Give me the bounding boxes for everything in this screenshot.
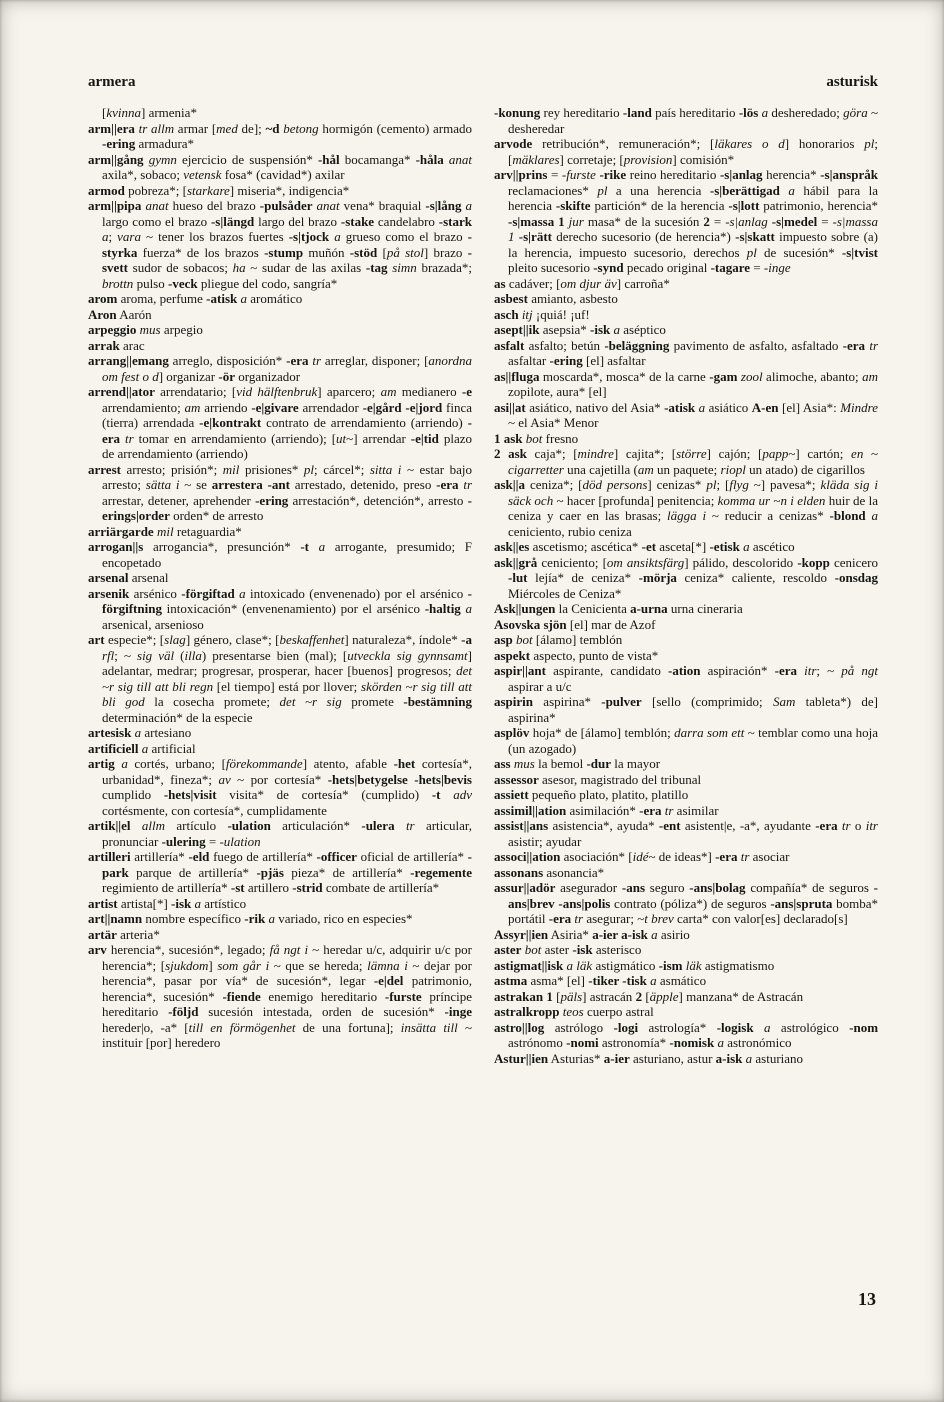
dictionary-entry: ask||es ascetismo; ascética* -et asceta[*] -etisk a ascético [494, 539, 795, 554]
dictionary-entry: arsenik arsénico -förgiftad a intoxicado (envenenado) por el arsénico -förgiftning intoxicación* (envenenamiento) por el arsénico -haltig a arsenical, arsenioso [88, 585, 472, 632]
dictionary-entry: artesisk a artesiano [88, 725, 192, 740]
dictionary-entry: arom aroma, perfume -atisk a aromático [88, 291, 303, 306]
dictionary-entry: arrogan||s arrogancia*, presunción* -t a arrogante, presumido; F encopetado [88, 539, 473, 570]
dictionary-entry: arrest arresto; prisión*; mil prisiones* pl; cárcel*; sitta i ~ estar bajo arresto; sätta i ~ se arrestera -ant arrestado, detenido, preso -era tr arrestar, detener, aprehender -ering arrestación*, detención*, arresto -erings|order orden* de arresto [88, 461, 472, 523]
dictionary-entry: arrang||emang arreglo, disposición* -era tr arreglar, disponer; [anordna om fest o d] organizar -ör organizador [88, 353, 472, 384]
dictionary-entry: arvode retribución*, remuneración*; [läkares o d] honorarios pl; [mäklares] corretaje; [provision] comisión* [494, 136, 878, 167]
dictionary-entry: artig a cortés, urbano; [förekommande] atento, afable -het cortesía*, urbanidad*, fineza*; av ~ por cortesía* -hets|betygelse -hets|bevis cumplido -hets|visit visita* de cortesía* (cumplido) -t adv cortésmente, con cortesía*, cumplidamente [88, 756, 473, 818]
dictionary-entry: aster bot aster -isk asterisco [494, 942, 642, 957]
dictionary-entry: art||namn nombre específico -rik a variado, rico en especies* [88, 911, 413, 926]
dictionary-entry: asbest amianto, asbesto [494, 291, 618, 306]
dictionary-entry: asp bot [álamo] temblón [494, 632, 623, 647]
dictionary-entry: assessor asesor, magistrado del tribunal [494, 771, 702, 787]
dictionary-entry: asi||at asiático, nativo del Asia* -atisk a asiático A-en [el] Asia*: Mindre ~ el Asia* Menor [494, 399, 879, 430]
dictionary-entry: as cadáver; [om djur äv] carroña* [494, 275, 670, 291]
dictionary-entry: art especie*; [slag] género, clase*; [beskaffenhet] naturaleza*, índole* -a rfl; ~ sig väl (illa) presentarse bien (mal); [utveckla sig gynnsamt] adelantar, medrar; progresar, prosperar, hacer [buenos] progresos; det ~r sig till att bli regn [el tiempo] está por llover; skörden ~r sig till att bli god la cosecha promete; det ~r sig promete -bestämning determinación* de la especie [88, 632, 472, 725]
dictionary-entry: artist artista[*] -isk a artístico [88, 895, 247, 911]
dictionary-entry: [kvinna] armenia* [102, 105, 197, 120]
page-number: 13 [858, 1289, 876, 1309]
dictionary-entry: assist||ans asistencia*, ayuda* -ent asistent|e, -a*, ayudante -era tr o itr asistir; ayudar [494, 818, 878, 849]
dictionary-entry: arrend||ator arrendatario; [vid hälftenbruk] aparcero; am medianero -e arrendamiento; am arriendo -e|givare arrendador -e|gård -e|jord finca (tierra) arrendada -e|kontrakt contrato de arrendamiento (arriendo) -era tr tomar en arrendamiento (arriendo); [ut~] arrendar -e|tid plazo de arrendamiento (arriendo) [88, 384, 473, 461]
dictionary-entry: arv||prins = -furste -rike reino hereditario -s|anlag herencia* -s|anspråk reclamaciones* pl a una herencia -s|berättigad a hábil para la herencia -skifte partición* de la herencia -s|lott patrimonio, herencia* -s|massa 1 jur masa* de la sucesión 2 = -s|anlag -s|medel = -s|massa 1 -s|rätt derecho sucesorio (de herencia*) -s|skatt impuesto sobre (a) la herencia, impuesto sucesorio, derechos pl de sucesión* -s|tvist pleito sucesorio -synd pecado original -tagare = -inge [494, 167, 879, 275]
dictionary-entry: artificiell a artificial [88, 740, 196, 756]
dictionary-entry: ask||grå ceniciento; [om ansiktsfärg] pálido, descolorido -kopp cenicero -lut lejía* de ceniza* -mörja ceniza* caliente, rescoldo -onsdag Miércoles de Ceniza* [494, 554, 878, 601]
dictionary-entry: arv herencia*, sucesión*, legado; få ngt i ~ heredar u/c, adquirir u/c por herencia*; [sjukdom] som går i ~ que se hereda; lämna i ~ dejar por herencia*, pasar por vía* de sucesión*, legar -e|del patrimonio, herencia*, sucesión* -fiende enemigo hereditario -furste príncipe hereditario -följd sucesión intestada, orden de sucesión* -inge hereder|o, -a* [till en förmögenhet de una fortuna]; insätta till ~ instituir [por] heredero [88, 942, 473, 1050]
header-word-right: asturisk [826, 74, 878, 90]
dictionary-entry: asept||ik asepsia* -isk a aséptico [494, 322, 666, 337]
dictionary-entry: Assyr||ien Asiria* a-ier a-isk a asirio [494, 926, 690, 942]
dictionary-entry: assonans asonancia* [494, 864, 605, 880]
dictionary-entry: aspekt aspecto, punto de vista* [494, 647, 659, 663]
dictionary-entry: arrak arac [88, 337, 145, 353]
dictionary-entry: asplöv hoja* de [álamo] temblón; darra som ett ~ temblar como una hoja (un azogado) [494, 725, 879, 756]
dictionary-entry: Astur||ien Asturias* a-ier asturiano, astur a-isk a asturiano [494, 1050, 804, 1066]
dictionary-entry: asch itj ¡quiá! ¡uf! [494, 306, 590, 322]
dictionary-entry: assiett pequeño plato, platito, platillo [494, 787, 689, 802]
column-right [494, 105, 878, 1066]
dictionary-entry: artik||el allm artículo -ulation articulación* -ulera tr articular, pronunciar -ulering = -ulation [88, 818, 472, 849]
dictionary-entry: ask||a ceniza*; [död persons] cenizas* pl; [flyg ~] pavesa*; kläda sig i säck och ~ hacer [profunda] penitencia; komma ur ~n i elden huir de la ceniza y caer en las brasas; lägga i ~ reducir a cenizas* -blond a ceniciento, rubio ceniza [494, 477, 878, 539]
dictionary-entry: associ||ation asociación* [idé~ de ideas*] -era tr asociar [494, 849, 790, 864]
dictionary-entry: Aron Aarón [88, 306, 152, 322]
dictionary-entry: artär arteria* [88, 926, 160, 942]
dictionary-entry: 2 ask caja*; [mindre] cajita*; [större] cajón; [papp~] cartón; en ~ cigarretter una cajetilla (am un paquete; riopl un atado) de cigarillos [494, 446, 878, 477]
running-head [88, 74, 878, 91]
dictionary-entry: astro||log astrólogo -logi astrología* -logisk a astrológico -nom astrónomo -nomi astronomía* -nomisk a astronómico [494, 1019, 879, 1050]
dictionary-entry: arm||pipa anat hueso del brazo -pulsåder anat vena* braquial -s|lång a largo como el brazo -s|längd largo del brazo -stake candelabro -stark a; vara ~ tener los brazos fuertes -s|tjock a grueso como el brazo -styrka fuerza* de los brazos -stump muñón -stöd [på stol] brazo -svett sudor de sobacos; ha ~ sudar de las axilas -tag simn brazada*; brottn pulso -veck pliegue del codo, sangría* [88, 198, 473, 291]
column-left [88, 105, 472, 1066]
dictionary-entry: asfalt asfalto; betún -beläggning pavimento de asfalto, asfaltado -era tr asfaltar -ering [el] asfaltar [494, 337, 878, 368]
dictionary-entry: astma asma* [el] -tiker -tisk a asmático [494, 973, 707, 988]
dictionary-entry: assur||adör asegurador -ans seguro -ans|bolag compañía* de seguros -ans|brev -ans|polis contrato (póliza*) de seguros -ans|spruta bomba* portátil -era tr asegurar; ~t brev carta* con valor[es] declarado[s] [494, 880, 878, 926]
dictionary-entry: arriärgarde mil retaguardia* [88, 523, 242, 539]
dictionary-entry: Asovska sjön [el] mar de Azof [494, 616, 656, 632]
dictionary-entry: astralkropp teos cuerpo astral [494, 1004, 654, 1019]
dictionary-entry: assimil||ation asimilación* -era tr asimilar [494, 802, 719, 818]
dictionary-entry: armod pobreza*; [starkare] miseria*, indigencia* [88, 182, 350, 198]
dictionary-entry: ass mus la bemol -dur la mayor [494, 756, 661, 771]
dictionary-entry: arsenal arsenal [88, 570, 169, 585]
dictionary-entry: -konung rey hereditario -land país hereditario -lös a desheredado; göra ~ desheredar [494, 105, 879, 136]
dictionary-entry: astigmat||isk a läk astigmático -ism läk astigmatismo [494, 957, 775, 973]
header-word-left: armera [88, 74, 136, 90]
dictionary-entry: Ask||ungen la Cenicienta a-urna urna cineraria [494, 601, 743, 616]
dictionary-entry: arm||gång gymn ejercicio de suspensión* -hål bocamanga* -håla anat axila*, sobaco; vetensk fosa* (cavidad*) axilar [88, 151, 473, 182]
dictionary-entry: aspirin aspirina* -pulver [sello (comprimido; Sam tableta*) de] aspirina* [494, 694, 878, 725]
dictionary-entry: arm||era tr allm armar [med de]; ~d betong hormigón (cemento) armado -ering armadura* [88, 120, 472, 151]
dictionary-entry: artilleri artillería* -eld fuego de artillería* -officer oficial de artillería* -park parque de artillería* -pjäs pieza* de artillería* -regemente regimiento de artillería* -st artillero -strid combate de artillería* [88, 849, 472, 895]
dictionary-entry: aspir||ant aspirante, candidato -ation aspiración* -era itr; ~ på ngt aspirar a u/c [494, 663, 878, 694]
dictionary-entry: as||fluga moscarda*, mosca* de la carne -gam zool alimoche, abanto; am zopilote, aura* [el] [494, 368, 879, 399]
dictionary-entry: 1 ask bot fresno [494, 430, 579, 446]
dictionary-entry: arpeggio mus arpegio [88, 322, 203, 337]
text-columns [88, 105, 878, 1066]
dictionary-entry: astrakan 1 [päls] astracán 2 [äpple] manzana* de Astracán [494, 988, 804, 1004]
